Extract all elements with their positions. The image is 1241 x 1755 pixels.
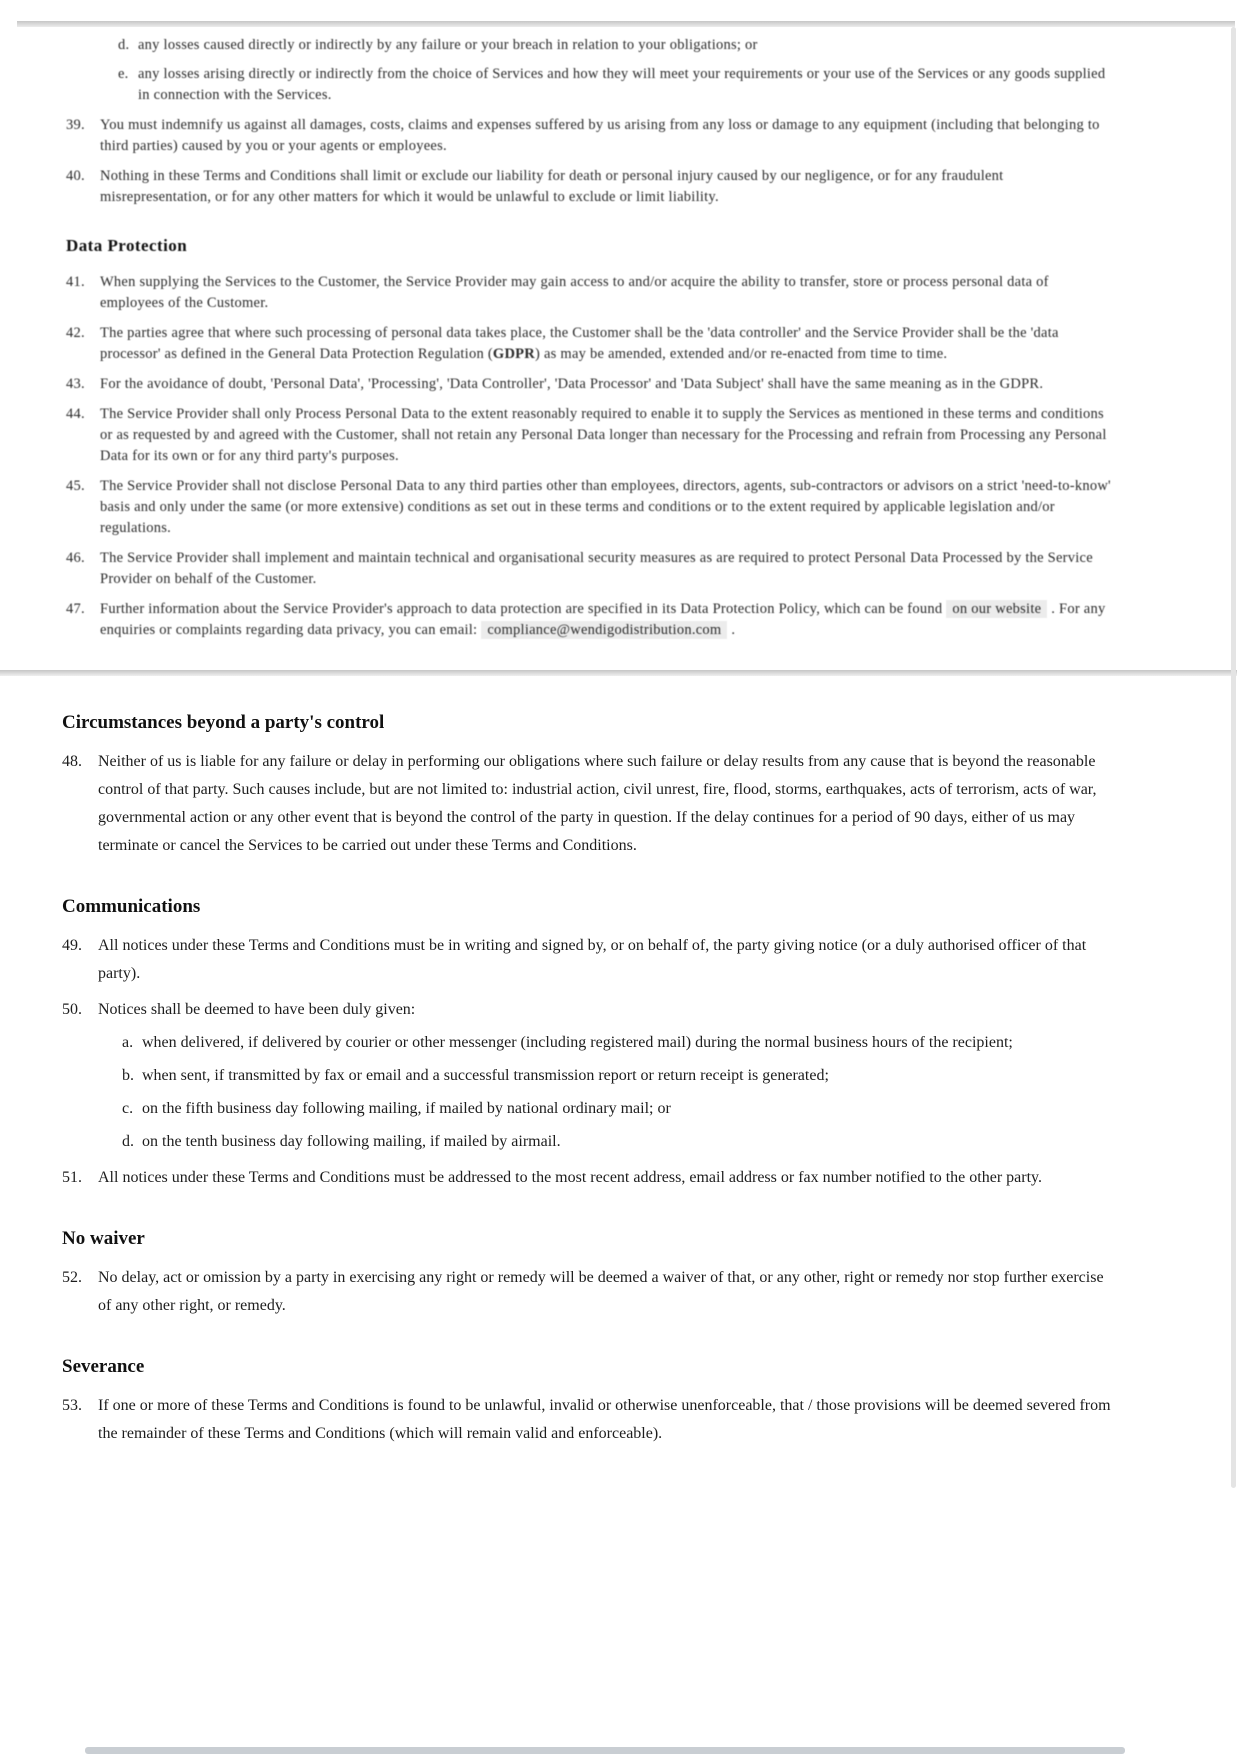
- list-item-label: d.: [122, 1133, 134, 1150]
- clause-text: You must indemnify us against all damages, costs, claims and expenses suffered by us arising from any loss or damage to any equipment (including that belonging to third parties) caused by you or your agents or employees.: [100, 117, 1100, 154]
- clause-51: [62, 1164, 1114, 1192]
- clause-41: [66, 272, 1112, 314]
- clause-text-part: .: [731, 622, 736, 638]
- clause-text: All notices under these Terms and Conditions must be addressed to the most recent address, email address or fax number notified to the other party.: [98, 1169, 1042, 1186]
- section-heading-no-waiver: No waiver: [62, 1228, 145, 1249]
- clause-number: 51.: [62, 1169, 82, 1186]
- clause-number: 52.: [62, 1269, 82, 1286]
- email-link[interactable]: compliance@wendigodistribution.com: [481, 621, 727, 639]
- terms-page-2: [0, 676, 1114, 1448]
- clause-number: 50.: [62, 1001, 82, 1018]
- list-item-text: any losses caused directly or indirectly by any failure or your breach in relation to your obligations; or: [138, 37, 758, 53]
- clause-number: 49.: [62, 937, 82, 954]
- horizontal-scrollbar[interactable]: [85, 1747, 1125, 1754]
- clause-46: [66, 548, 1112, 590]
- website-link[interactable]: on our website: [946, 600, 1047, 618]
- list-item-label: c.: [122, 1100, 134, 1117]
- list-item-d: [122, 1128, 1114, 1156]
- list-item-label: a.: [122, 1034, 134, 1051]
- list-item-d: [118, 35, 1112, 56]
- clause-number: 44.: [66, 406, 85, 422]
- clause-text-part: The parties agree that where such processing of personal data takes place, the Customer shall be the 'data controller' and the Service Provider shall be the 'data processor' as defined in the General Data Protection Regulation (: [100, 325, 1059, 362]
- clause-text-part: . For any enquiries or complaints regarding data privacy, you can email:: [100, 601, 1106, 638]
- clause-52: [62, 1264, 1114, 1320]
- clause-text: Nothing in these Terms and Conditions shall limit or exclude our liability for death or personal injury caused by our negligence, or for any fraudulent misrepresentation, or for any other matters for which it would be unlawful to exclude or limit liability.: [100, 168, 1004, 205]
- clause-number: 47.: [66, 601, 85, 617]
- clause-number: 43.: [66, 376, 85, 392]
- clause-text: [100, 599, 1112, 641]
- clause-42: [66, 323, 1112, 365]
- list-item-a: [122, 1029, 1114, 1057]
- clause-text: The Service Provider shall implement and maintain technical and organisational security measures as are required to protect Personal Data Processed by the Service Provider on behalf of the Customer.: [100, 550, 1093, 587]
- section-heading-data-protection: Data Protection: [66, 236, 188, 255]
- section-heading-circumstances: Circumstances beyond a party's control: [62, 712, 385, 733]
- clause-text: [100, 323, 1112, 365]
- list-item-text: on the tenth business day following mailing, if mailed by airmail.: [142, 1133, 561, 1150]
- list-item-label: e.: [118, 66, 129, 82]
- clause-number: 45.: [66, 478, 85, 494]
- clause-text: Notices shall be deemed to have been duly given:: [98, 1001, 416, 1018]
- clause-number: 48.: [62, 753, 82, 770]
- clause-text-part: Further information about the Service Provider's approach to data protection are specified in its Data Protection Policy, which can be found: [100, 601, 943, 617]
- clause-text: If one or more of these Terms and Conditions is found to be unlawful, invalid or otherwise unenforceable, that / those provisions will be deemed severed from the remainder of these Terms and Conditions (which will remain valid and enforceable).: [98, 1397, 1111, 1442]
- clause-text: All notices under these Terms and Conditions must be in writing and signed by, or on behalf of, the party giving notice (or a duly authorised officer of that party).: [98, 937, 1087, 982]
- clause-text: No delay, act or omission by a party in exercising any right or remedy will be deemed a waiver of that, or any other, right or remedy nor stop further exercise of any other right, or remedy.: [98, 1269, 1104, 1314]
- terms-page-1: [0, 27, 1112, 641]
- clause-text: The Service Provider shall only Process Personal Data to the extent reasonably required to enable it to supply the Services as mentioned in these terms and conditions or as requested by and agreed with the Customer, shall not retain any Personal Data longer than necessary for the Processing and refrain from Processing any Personal Data for its own or for any third party's purposes.: [100, 406, 1107, 464]
- clause-text: When supplying the Services to the Customer, the Service Provider may gain access to and/or acquire the ability to transfer, store or process personal data of employees of the Customer.: [100, 274, 1049, 311]
- clause-number: 40.: [66, 168, 85, 184]
- clause-49: [62, 932, 1114, 988]
- list-item-b: [122, 1062, 1114, 1090]
- list-item-text: on the fifth business day following mailing, if mailed by national ordinary mail; or: [142, 1100, 671, 1117]
- clause-48: [62, 748, 1114, 860]
- clause-text: The Service Provider shall not disclose Personal Data to any third parties other than employees, directors, agents, sub-contractors or advisors on a strict 'need-to-know' basis and only under the same (or more extensive) conditions as set out in these terms and conditions or to the extent required by applicable legislation and/or regulations.: [100, 478, 1111, 536]
- clause-47: [66, 599, 1112, 641]
- notice-sublist: [122, 1029, 1114, 1156]
- clause-body: [98, 996, 1114, 1156]
- list-item-e: [118, 64, 1112, 106]
- clause-44: [66, 404, 1112, 467]
- list-item-c: [122, 1095, 1114, 1123]
- list-item-text: any losses arising directly or indirectly from the choice of Services and how they will meet your requirements or your use of the Services or any goods supplied in connection with the Services.: [138, 66, 1106, 103]
- clause-text: Neither of us is liable for any failure or delay in performing our obligations where such failure or delay results from any cause that is beyond the reasonable control of that party. Such causes include, but are not limited to: industrial action, civil unrest, fire, flood, storms, earthquakes, acts of terrorism, acts of war, governmental action or any other event that is beyond the control of the party in question. If the delay continues for a period of 90 days, either of us may terminate or cancel the Services to be carried out under these Terms and Conditions.: [98, 753, 1097, 854]
- section-heading-communications: Communications: [62, 896, 201, 917]
- list-item-label: d.: [118, 37, 130, 53]
- clause-45: [66, 476, 1112, 539]
- clause-53: [62, 1392, 1114, 1448]
- clause-text-part: ) as may be amended, extended and/or re-enacted from time to time.: [535, 346, 948, 362]
- clause-43: [66, 374, 1112, 395]
- clause-number: 46.: [66, 550, 85, 566]
- clause-number: 39.: [66, 117, 85, 133]
- clause-39: [66, 115, 1112, 157]
- clause-50: [62, 996, 1114, 1156]
- clause-40: [66, 166, 1112, 208]
- clause-number: 42.: [66, 325, 85, 341]
- list-item-label: b.: [122, 1067, 134, 1084]
- list-item-text: when delivered, if delivered by courier or other messenger (including registered mail) during the normal business hours of the recipient;: [142, 1034, 1013, 1051]
- section-heading-severance: Severance: [62, 1356, 145, 1377]
- gdpr-bold-term: GDPR: [492, 346, 536, 362]
- clause-text: For the avoidance of doubt, 'Personal Data', 'Processing', 'Data Controller', 'Data Processor' and 'Data Subject' shall have the same meaning as in the GDPR.: [100, 376, 1044, 392]
- clause-number: 53.: [62, 1397, 82, 1414]
- list-item-text: when sent, if transmitted by fax or email and a successful transmission report or return receipt is generated;: [142, 1067, 829, 1084]
- clause-number: 41.: [66, 274, 85, 290]
- vertical-scrollbar[interactable]: [1231, 27, 1236, 1488]
